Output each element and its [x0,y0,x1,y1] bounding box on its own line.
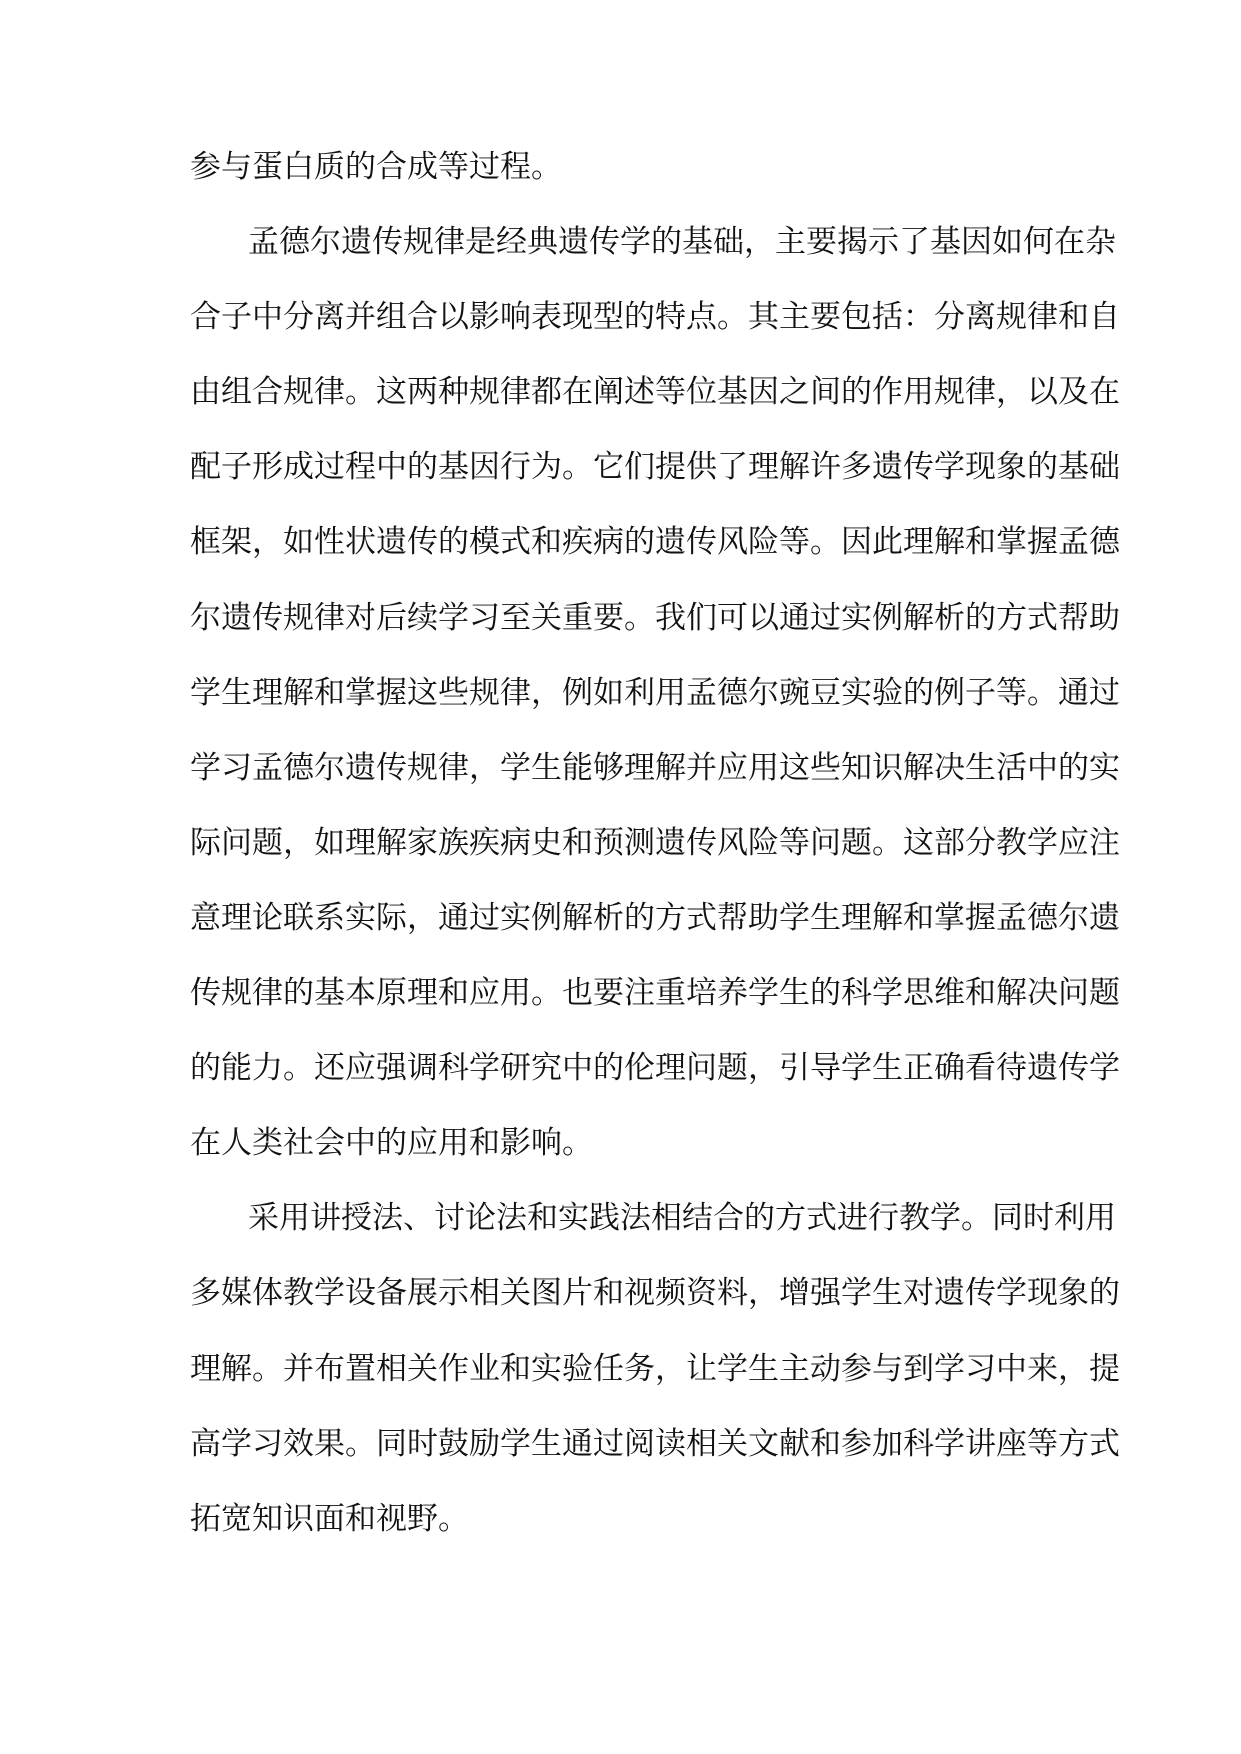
text-line: 孟德尔遗传规律是经典遗传学的基础，主要揭示了基因如何在杂 [248,224,1116,261]
text-line: 参与蛋白质的合成等过程。 [190,149,562,185]
text-line: 意理论联系实际，通过实例解析的方式帮助学生理解和掌握孟德尔遗 [190,899,1120,936]
text-line: 际问题，如理解家族疾病史和预测遗传风险等问题。这部分教学应注 [190,824,1120,861]
text-line: 多媒体教学设备展示相关图片和视频资料，增强学生对遗传学现象的 [190,1275,1120,1312]
text-line: 采用讲授法、讨论法和实践法相结合的方式进行教学。同时利用 [248,1200,1116,1237]
body-text [190,140,1120,1567]
text-line: 由组合规律。这两种规律都在阐述等位基因之间的作用规律，以及在 [190,374,1120,411]
text-line: 配子形成过程中的基因行为。它们提供了理解许多遗传学现象的基础 [190,449,1120,486]
text-line: 框架，如性状遗传的模式和疾病的遗传风险等。因此理解和掌握孟德 [190,524,1120,561]
text-line: 拓宽知识面和视野。 [190,1500,469,1537]
text-line: 学习孟德尔遗传规律，学生能够理解并应用这些知识解决生活中的实 [190,749,1120,786]
text-line: 的能力。还应强调科学研究中的伦理问题，引导学生正确看待遗传学 [190,1050,1120,1087]
text-line: 在人类社会中的应用和影响。 [190,1125,593,1162]
text-line: 高学习效果。同时鼓励学生通过阅读相关文献和参加科学讲座等方式 [190,1425,1120,1462]
text-line: 学生理解和掌握这些规律，例如利用孟德尔豌豆实验的例子等。通过 [190,674,1120,711]
text-line: 传规律的基本原理和应用。也要注重培养学生的科学思维和解决问题 [190,975,1120,1012]
text-line: 理解。并布置相关作业和实验任务，让学生主动参与到学习中来，提 [190,1350,1120,1387]
text-line: 合子中分离并组合以影响表现型的特点。其主要包括：分离规律和自 [190,299,1120,336]
text-line: 尔遗传规律对后续学习至关重要。我们可以通过实例解析的方式帮助 [190,599,1120,636]
